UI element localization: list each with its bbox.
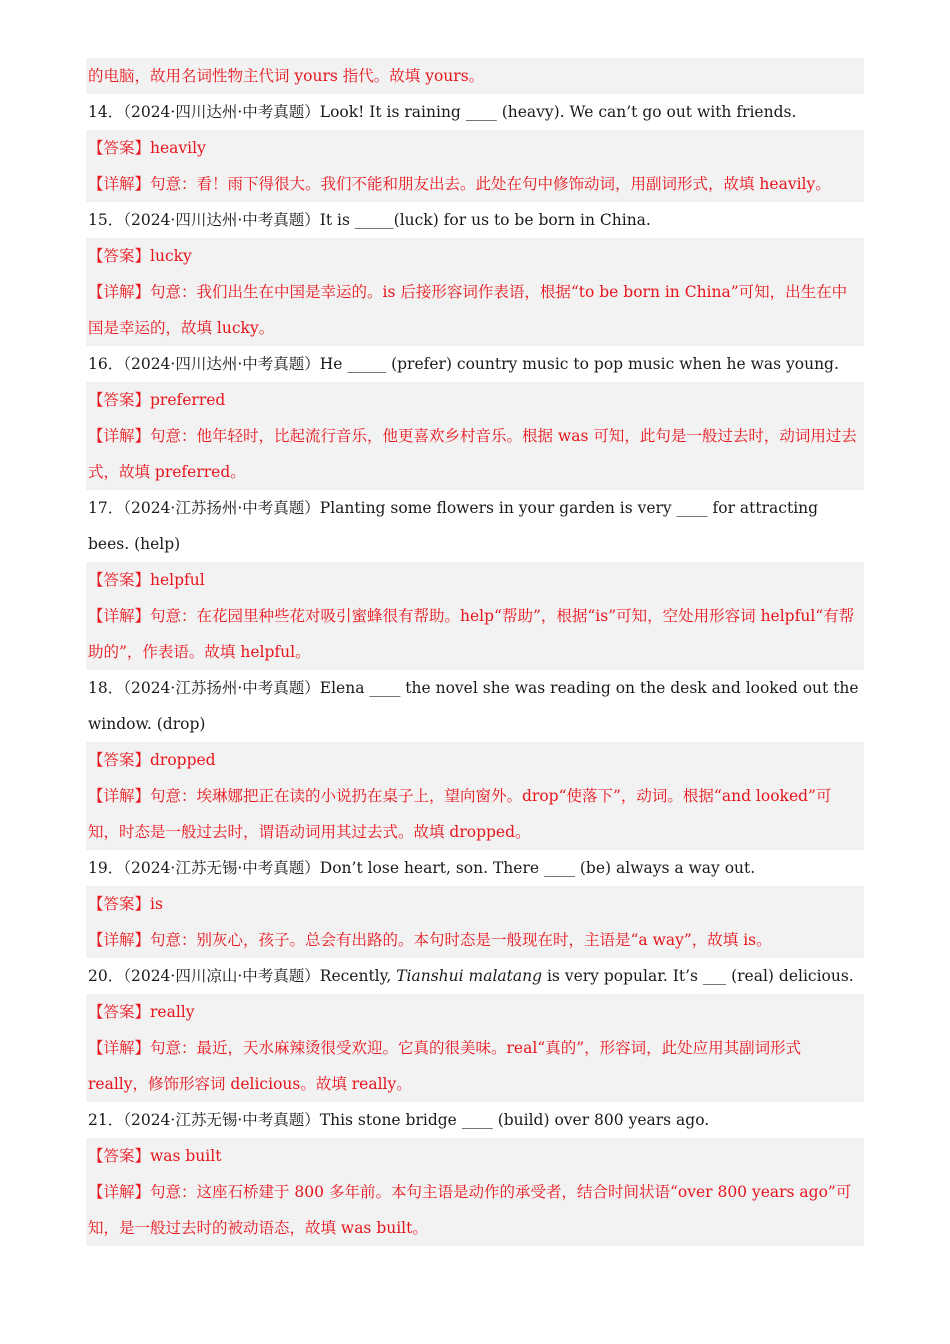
question-20-part-1: 20．（2024·四川凉山·中考真题）Recently, <box>88 967 397 985</box>
answer-block-15 <box>86 238 864 346</box>
answer-fragment: 的电脑，故用名词性物主代词 yours 指代。故填 yours。 <box>86 58 864 94</box>
answer-15: 【答案】lucky <box>88 247 192 265</box>
answer-block-17 <box>86 562 864 670</box>
question-16: 16．（2024·四川达州·中考真题）He _____ (prefer) country music to pop music when he was young. <box>88 355 839 373</box>
answer-18: 【答案】dropped <box>88 751 216 769</box>
page-content <box>86 58 864 1246</box>
answer-16: 【答案】preferred <box>88 391 226 409</box>
detail-15: 【详解】句意：我们出生在中国是幸运的。is 后接形容词作表语，根据“to be born in China”可知，出生在中国是幸运的，故填 lucky。 <box>88 283 848 337</box>
answer-14: 【答案】heavily <box>88 139 206 157</box>
answer-17: 【答案】helpful <box>88 571 205 589</box>
answer-block-16 <box>86 382 864 490</box>
detail-16: 【详解】句意：他年轻时，比起流行音乐，他更喜欢乡村音乐。根据 was 可知，此句是一般过去时，动词用过去式，故填 preferred。 <box>88 427 857 481</box>
question-21: 21．（2024·江苏无锡·中考真题）This stone bridge ____ (build) over 800 years ago. <box>88 1111 710 1129</box>
detail-19: 【详解】句意：别灰心，孩子。总会有出路的。本句时态是一般现在时，主语是“a way”，故填 is。 <box>88 931 772 949</box>
question-20-part-3: is very popular. It’s ___ (real) delicious. <box>542 967 854 985</box>
detail-21: 【详解】句意：这座石桥建于 800 多年前。本句主语是动作的承受者，结合时间状语“over 800 years ago”可知，是一般过去时的被动语态，故填 was built。 <box>88 1183 852 1237</box>
answer-block-20 <box>86 994 864 1102</box>
question-19: 19．（2024·江苏无锡·中考真题）Don’t lose heart, son. There ____ (be) always a way out. <box>88 859 756 877</box>
question-20 <box>86 958 864 994</box>
detail-14: 【详解】句意：看！雨下得很大。我们不能和朋友出去。此处在句中修饰动词，用副词形式，故填 heavily。 <box>88 175 831 193</box>
answer-20: 【答案】really <box>88 1003 195 1021</box>
answer-block-18 <box>86 742 864 850</box>
detail-17: 【详解】句意：在花园里种些花对吸引蜜蜂很有帮助。help“帮助”，根据“is”可知，空处用形容词 helpful“有帮助的”，作表语。故填 helpful。 <box>88 607 855 661</box>
question-18: 18．（2024·江苏扬州·中考真题）Elena ____ the novel she was reading on the desk and looked out the window. (drop) <box>88 679 859 733</box>
question-20-dish-name: Tianshui malatang <box>396 967 543 985</box>
answer-19: 【答案】is <box>88 895 163 913</box>
question-14: 14．（2024·四川达州·中考真题）Look! It is raining ____ (heavy). We can’t go out with friends. <box>88 103 797 121</box>
detail-20: 【详解】句意：最近，天水麻辣烫很受欢迎。它真的很美味。real“真的”，形容词，此处应用其副词形式 really，修饰形容词 delicious。故填 really。 <box>88 1039 802 1093</box>
question-17: 17．（2024·江苏扬州·中考真题）Planting some flowers in your garden is very ____ for attracting bees. (help) <box>88 499 819 553</box>
answer-block-21 <box>86 1138 864 1246</box>
answer-block-19 <box>86 886 864 958</box>
detail-18: 【详解】句意：埃琳娜把正在读的小说扔在桌子上，望向窗外。drop“使落下”，动词。根据“and looked”可知，时态是一般过去时，谓语动词用其过去式。故填 dropped。 <box>88 787 832 841</box>
answer-21: 【答案】was built <box>88 1147 222 1165</box>
answer-block-14 <box>86 130 864 202</box>
question-15: 15．（2024·四川达州·中考真题）It is _____(luck) for us to be born in China. <box>88 211 651 229</box>
